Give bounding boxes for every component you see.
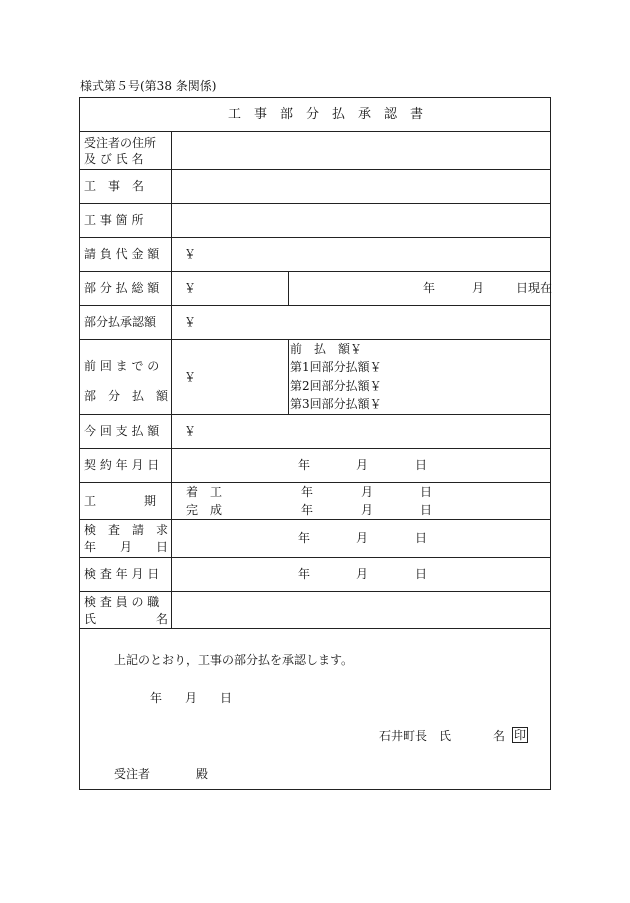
divider: [79, 482, 551, 483]
previous-yen: ￥: [184, 370, 197, 384]
as-of-month: 月: [472, 281, 485, 295]
contract-year: 年: [298, 458, 311, 472]
period-end-label: 完 成: [186, 503, 223, 517]
inspection-request-label-1: 検 査 請 求: [84, 523, 169, 537]
partial-payment-1-line: 第1回部分払額￥: [290, 360, 382, 374]
divider: [79, 414, 551, 415]
approval-year: 年: [150, 691, 163, 705]
divider: [79, 448, 551, 449]
approved-partial-label: 部分払承認額: [84, 315, 157, 329]
as-of-year: 年: [423, 281, 436, 295]
form-number: 様式第５号(第38 条関係): [80, 79, 217, 93]
mayor-name-char: 名: [493, 729, 506, 743]
inspection-date-label: 検 査 年 月 日: [84, 567, 160, 581]
end-month: 月: [361, 503, 374, 517]
inspection-request-label-2: 年 月 日: [84, 540, 169, 554]
contractor-footer-label: 受注者: [114, 767, 151, 781]
previous-label-2: 部 分 払 額: [84, 389, 169, 403]
divider: [79, 519, 551, 520]
inspection-day: 日: [415, 567, 428, 581]
inspection-month: 月: [356, 567, 369, 581]
total-partial-yen: ￥: [184, 281, 197, 295]
mayor-title: 石井町長 氏: [379, 729, 452, 743]
honorific: 殿: [196, 767, 209, 781]
approval-statement: 上記のとおり，工事の部分払を承認します。: [114, 653, 354, 667]
divider: [79, 339, 551, 340]
column-divider: [288, 271, 289, 305]
this-time-yen: ￥: [184, 424, 197, 438]
form-title: 工 事 部 分 払 承 認 書: [228, 107, 424, 122]
contract-date-label: 契 約 年 月 日: [84, 458, 160, 472]
period-label: 工 期: [84, 494, 157, 508]
end-day: 日: [420, 503, 433, 517]
divider: [79, 628, 551, 629]
divider: [79, 557, 551, 558]
approval-day: 日: [220, 691, 233, 705]
column-divider: [288, 339, 289, 414]
start-year: 年: [301, 485, 314, 499]
start-month: 月: [361, 485, 374, 499]
contractor-label-1: 受注者の住所: [84, 136, 157, 150]
contract-amount-yen: ￥: [184, 247, 197, 261]
as-of-day: 日現在: [516, 281, 553, 295]
request-month: 月: [356, 531, 369, 545]
form-frame: [79, 97, 551, 790]
previous-label-1: 前 回 ま で の: [84, 359, 160, 373]
label-column-divider: [171, 131, 172, 628]
contract-day: 日: [415, 458, 428, 472]
contract-month: 月: [356, 458, 369, 472]
prepayment-line: 前 払 額￥: [290, 342, 363, 356]
this-time-label: 今 回 支 払 額: [84, 424, 160, 438]
project-name-label: 工 事 名: [84, 179, 145, 193]
divider: [79, 271, 551, 272]
divider: [79, 203, 551, 204]
project-location-label: 工 事 箇 所: [84, 213, 144, 227]
seal-mark: 印: [514, 728, 527, 742]
divider: [79, 591, 551, 592]
divider: [79, 305, 551, 306]
request-year: 年: [298, 531, 311, 545]
period-start-label: 着 工: [186, 485, 223, 499]
contract-amount-label: 請 負 代 金 額: [84, 247, 160, 261]
inspector-label-1: 検 査 員 の 職: [84, 595, 160, 609]
request-day: 日: [415, 531, 428, 545]
start-day: 日: [420, 485, 433, 499]
total-partial-label: 部 分 払 総 額: [84, 281, 160, 295]
divider: [79, 237, 551, 238]
inspector-label-2: 氏 名: [84, 612, 169, 626]
partial-payment-3-line: 第3回部分払額￥: [290, 397, 382, 411]
divider: [79, 169, 551, 170]
partial-payment-2-line: 第2回部分払額￥: [290, 379, 382, 393]
end-year: 年: [301, 503, 314, 517]
contractor-label-2: 及 び 氏 名: [84, 152, 144, 166]
inspection-year: 年: [298, 567, 311, 581]
approval-month: 月: [185, 691, 198, 705]
approved-partial-yen: ￥: [184, 315, 197, 329]
divider: [79, 131, 551, 132]
